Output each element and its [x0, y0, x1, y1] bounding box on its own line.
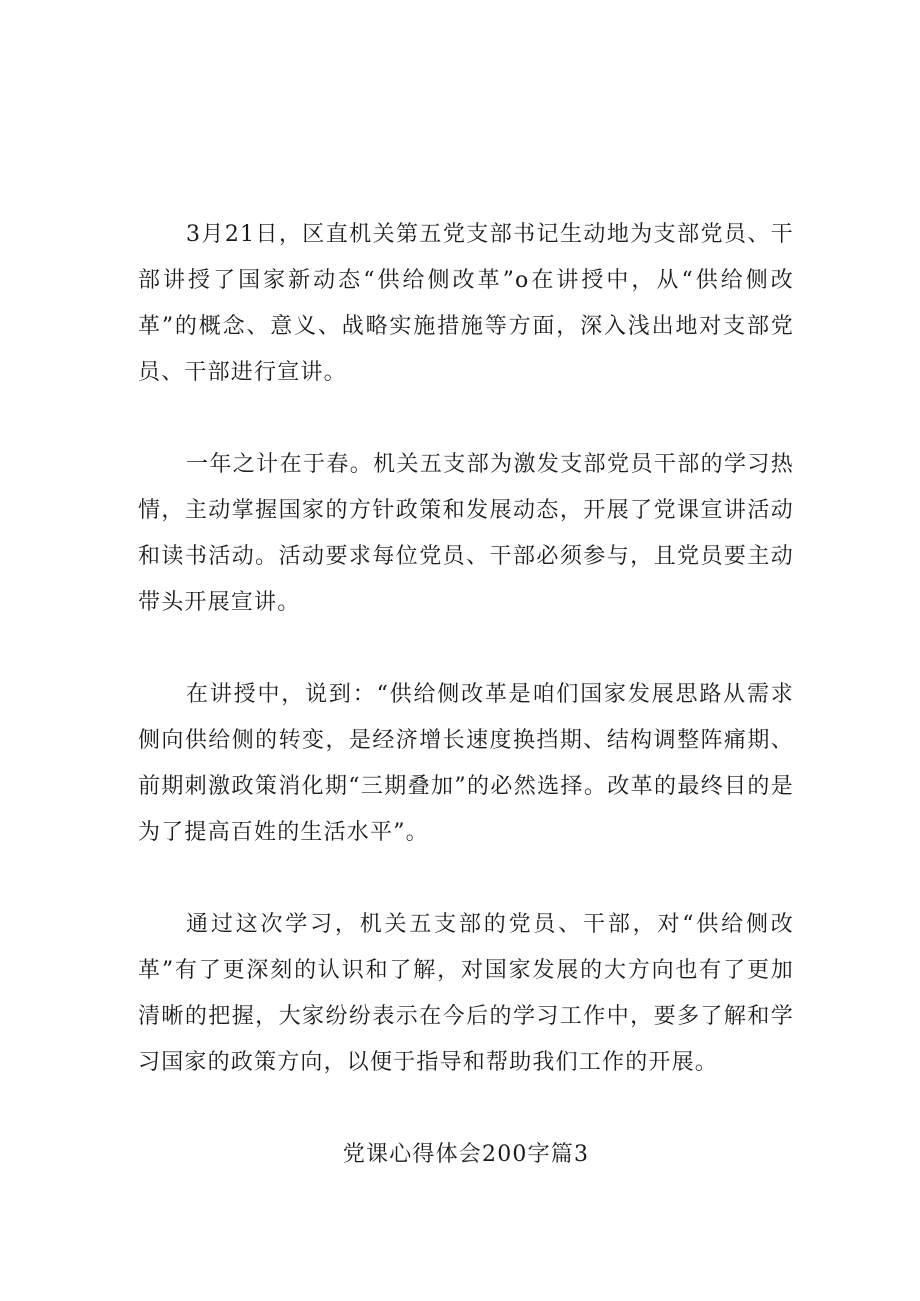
paragraph-1: 3月21日，区直机关第五党支部书记生动地为支部党员、干部讲授了国家新动态“供给侧改革”o在讲授中，从“供给侧改革”的概念、意义、战略实施措施等方面，深入浅出地对支部党员、干部进行宣讲。 — [138, 222, 794, 385]
paragraph-2: 一年之计在于春。机关五支部为激发支部党员干部的学习热情，主动掌握国家的方针政策和发展动态，开展了党课宣讲活动和读书活动。活动要求每位党员、干部必须参与，且党员要主动带头开展宣讲。 — [138, 452, 794, 615]
paragraph-3: 在讲授中，说到：“供给侧改革是咱们国家发展思路从需求侧向供给侧的转变，是经济增长速度换挡期、结构调整阵痛期、前期刺激政策消化期“三期叠加”的必然选择。改革的最终目的是为了提高百姓的生活水平”。 — [138, 682, 794, 845]
section-heading: 党课心得体会200字篇3 — [342, 1142, 590, 1167]
paragraph-4: 通过这次学习，机关五支部的党员、干部，对“供给侧改革”有了更深刻的认识和了解，对国家发展的大方向也有了更加清晰的把握，大家纷纷表示在今后的学习工作中，要多了解和学习国家的政策方向，以便于指导和帮助我们工作的开展。 — [138, 912, 794, 1075]
document-body — [138, 212, 794, 1178]
